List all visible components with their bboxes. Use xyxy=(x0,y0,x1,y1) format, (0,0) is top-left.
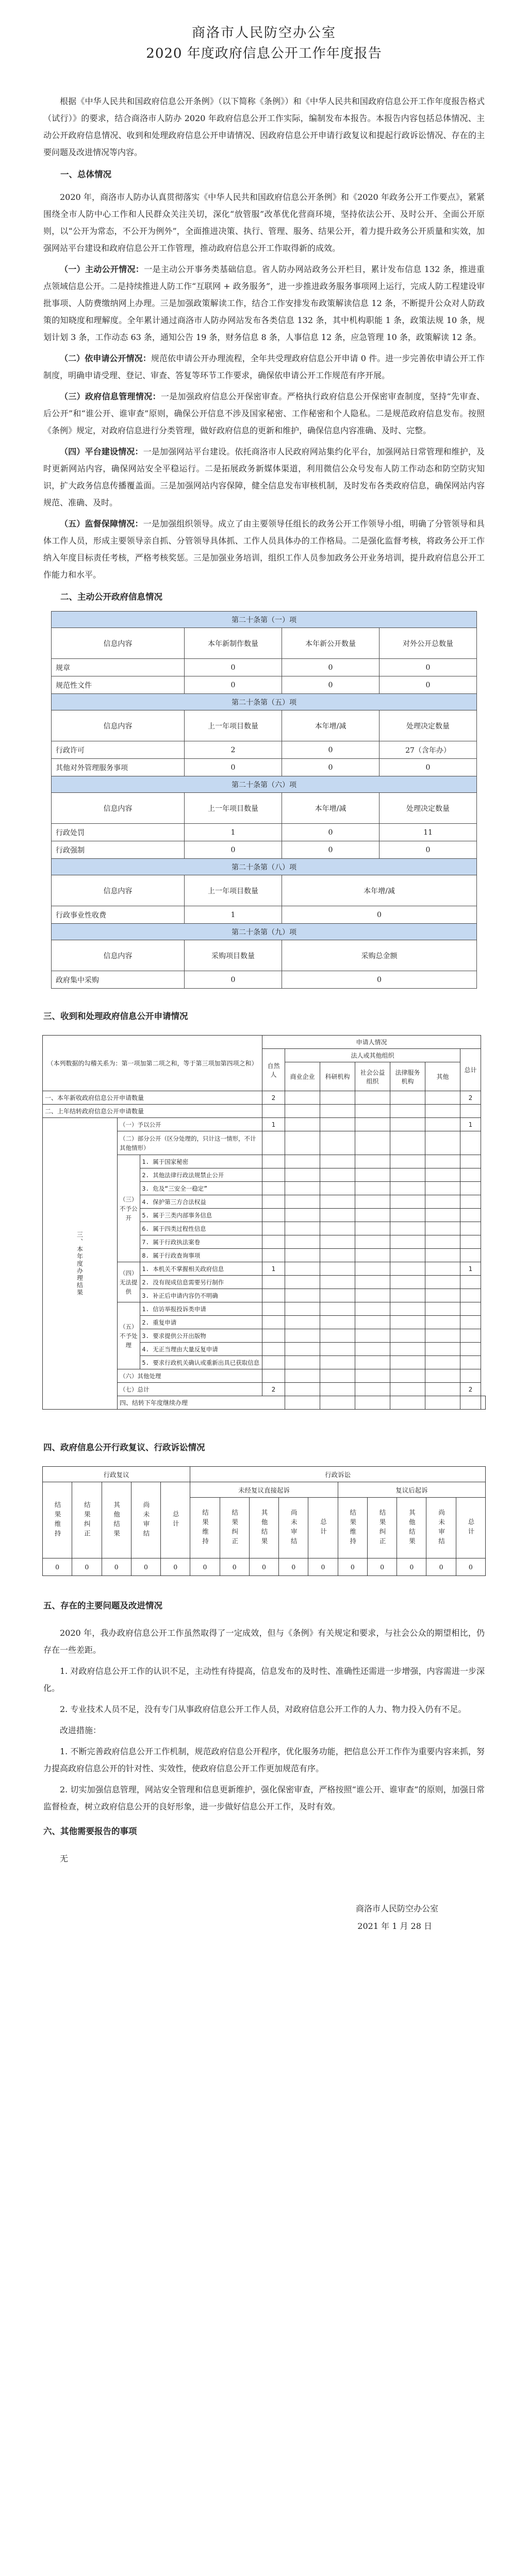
row-label: 2. 其他法律行政法规禁止公开 xyxy=(140,1168,262,1182)
column-header: 尚未审结 xyxy=(131,1482,160,1558)
table-cell: 0 xyxy=(426,1558,456,1576)
column-header: 本年增/减 xyxy=(282,793,380,824)
table-band: 第二十条第（六）项 xyxy=(52,776,477,793)
problem-item: 2. 专业技术人员不足，没有专门从事政府信息公开工作人员，对政府信息公开工作的人力、物力投入仍有不足。 xyxy=(60,1704,467,1714)
column-header: 总计 xyxy=(456,1498,485,1558)
table-cell: 0 xyxy=(379,676,476,694)
table-band: 第二十条第（九）项 xyxy=(52,924,477,940)
table-cell: 1 xyxy=(460,1262,481,1276)
table-cell: 1 xyxy=(185,824,282,841)
column-header: 结果维持 xyxy=(338,1498,367,1558)
active-disclosure-tables xyxy=(51,611,477,989)
table-cell: 2 xyxy=(262,1383,285,1396)
table-cell: 27（含年办） xyxy=(379,741,476,759)
improvement-label: 改进措施： xyxy=(60,1725,102,1735)
table-cell: 0 xyxy=(131,1558,160,1576)
row-label: 行政强制 xyxy=(52,841,185,859)
row-label: 其他对外管理服务事项 xyxy=(52,759,185,776)
table-cell: 0 xyxy=(282,824,380,841)
row-label: （四）无法提供 xyxy=(118,1262,140,1302)
column-header: 总计 xyxy=(308,1498,338,1558)
table-cell: 0 xyxy=(379,841,476,859)
column-header: 本年增/减 xyxy=(282,710,380,741)
table-cell: 0 xyxy=(338,1558,367,1576)
signature-block xyxy=(40,1900,438,1935)
column-header: 本年增/减 xyxy=(282,875,477,906)
table-cell: 0 xyxy=(161,1558,190,1576)
column-header: 尚未审结 xyxy=(426,1498,456,1558)
column-header: 科研机构 xyxy=(320,1062,355,1091)
row-label: 4. 保护第三方合法权益 xyxy=(140,1195,262,1209)
info-management-lead: （三）政府信息管理情况： xyxy=(60,392,161,401)
active-disclosure-lead: （一）主动公开情况： xyxy=(60,264,144,274)
table-cell: 0 xyxy=(308,1558,338,1576)
column-header: 采购项目数量 xyxy=(185,940,282,971)
signature-date: 2021 年 1 月 28 日 xyxy=(357,1921,432,1931)
table-cell: 0 xyxy=(185,676,282,694)
table-cell: 1 xyxy=(185,906,282,924)
row-label: 二、上年结转政府信息公开申请数量 xyxy=(43,1105,262,1118)
table-cell: 0 xyxy=(379,759,476,776)
column-header: 尚未审结 xyxy=(279,1498,308,1558)
review-litigation-table xyxy=(42,1466,486,1576)
group-header-review: 行政复议 xyxy=(43,1467,190,1482)
table-cell: 0 xyxy=(220,1558,249,1576)
row-label: 1. 信访举报投诉类申请 xyxy=(140,1302,262,1316)
section-5-heading: 五、存在的主要问题及改进情况 xyxy=(43,1601,162,1611)
row-label: 2. 没有现成信息需要另行制作 xyxy=(140,1276,262,1289)
other-matters-text: 无 xyxy=(60,1854,69,1863)
row-label: 6. 属于四类过程性信息 xyxy=(140,1222,262,1235)
subgroup-header: 复议后起诉 xyxy=(338,1482,485,1498)
row-label: 一、本年新收政府信息公开申请数量 xyxy=(43,1091,262,1105)
row-label: 规章 xyxy=(52,659,185,676)
row-label: 5. 属于三类内部事务信息 xyxy=(140,1209,262,1222)
column-header: 信息内容 xyxy=(52,875,185,906)
column-header: 上一年项目数量 xyxy=(185,710,282,741)
column-header: 结果纠正 xyxy=(220,1498,249,1558)
table-cell: 0 xyxy=(456,1558,485,1576)
column-header: 其他结果 xyxy=(249,1498,278,1558)
column-header: 结果纠正 xyxy=(367,1498,397,1558)
on-request-paragraph xyxy=(43,350,485,384)
column-header: 其他结果 xyxy=(397,1498,426,1558)
row-label: 行政处罚 xyxy=(52,824,185,841)
table-cell: 0 xyxy=(185,971,282,989)
row-label: 1. 属于国家秘密 xyxy=(140,1155,262,1168)
row-label: 3. 要求提供公开出版物 xyxy=(140,1329,262,1343)
column-header: 结果纠正 xyxy=(72,1482,102,1558)
column-header-natural-person: 自然人 xyxy=(262,1049,285,1091)
application-processing-table xyxy=(42,1035,486,1410)
table-cell: 0 xyxy=(282,676,380,694)
table-corner-note: （本列数据的勾稽关系为：第一项加第二项之和，等于第三项加第四项之和） xyxy=(43,1036,262,1091)
doc-subtitle: 2020 年度政府信息公开工作年度报告 xyxy=(146,46,382,61)
column-header: 信息内容 xyxy=(52,710,185,741)
row-label: （六）其他处理 xyxy=(118,1369,262,1383)
supervision-paragraph xyxy=(43,515,485,583)
problems-paragraph: 2020 年，我办政府信息公开工作虽然取得了一定成效，但与《条例》有关规定和要求，与社会公众的期望相比，仍存在一些差距。 xyxy=(43,1628,485,1655)
platform-lead: （四）平台建设情况： xyxy=(60,447,143,456)
table-cell: 2 xyxy=(185,741,282,759)
column-header: 其他 xyxy=(425,1062,460,1091)
row-label: （一）予以公开 xyxy=(118,1118,262,1131)
column-header: 法律服务机构 xyxy=(390,1062,425,1091)
table-cell: 0 xyxy=(367,1558,397,1576)
table-cell: 0 xyxy=(249,1558,278,1576)
section-6-heading: 六、其他需要报告的事项 xyxy=(43,1826,137,1836)
active-disclosure-text: 一是主动公开事务类基础信息。省人防办网站政务公开栏目，累计发布信息 132 条，推进重点领域信息公开。二是持续推进人防工作“互联网 + 政务服务”，进一步推进政务服务事项网上运行，完成人防工程建设审批事项、人防费缴纳网上办理。三是加强政策解读工作，结合工作安排发布政策解读信息 12 条，不断提升公众对人防政策的知晓度和理解度。全年累计通过商洛市人防办网站发布各类信息 132 条，其中机构职能 1 条，政策法规 10 条，规划计划 3 条，工作动态 63 条，通知公告 19 条，财务信息 8 条，人事信息 12 条，应急管理 10 条，政策解读 12 条。 xyxy=(43,264,485,342)
table-cell: 11 xyxy=(379,824,476,841)
column-header: 商业企业 xyxy=(285,1062,320,1091)
table-cell: 0 xyxy=(279,1558,308,1576)
row-label: 规范性文件 xyxy=(52,676,185,694)
column-header: 结果维持 xyxy=(190,1498,220,1558)
row-label: 7. 属于行政执法案卷 xyxy=(140,1235,262,1249)
active-disclosure-paragraph xyxy=(43,261,485,346)
table-cell: 0 xyxy=(397,1558,426,1576)
row-label: 3. 危及“三安全一稳定” xyxy=(140,1182,262,1195)
row-label: 行政许可 xyxy=(52,741,185,759)
table-cell: 2 xyxy=(262,1091,285,1105)
info-management-paragraph xyxy=(43,388,485,439)
table-cell: 1 xyxy=(262,1118,285,1131)
table-cell: 0 xyxy=(282,759,380,776)
column-header: 信息内容 xyxy=(52,940,185,971)
table-cell: 0 xyxy=(185,659,282,676)
group-header-litigation: 行政诉讼 xyxy=(190,1467,486,1482)
row-label: （七）总计 xyxy=(118,1383,262,1396)
table-cell: 2 xyxy=(460,1091,481,1105)
on-request-text: 规范依申请公开办理流程，全年共受理政府信息公开申请 0 件。进一步完善依申请公开工作制度，明确申请受理、登记、审查、答复等环节工作要求，确保依申请公开工作规范有序开展。 xyxy=(43,353,485,380)
signature-org: 商洛市人民防空办公室 xyxy=(355,1904,438,1913)
table-cell: 0 xyxy=(282,659,380,676)
table-cell: 0 xyxy=(282,841,380,859)
table-cell: 0 xyxy=(282,741,380,759)
intro-paragraph: 根据《中华人民共和国政府信息公开条例》（以下简称《条例》）和《中华人民共和国政府信息公开工作年度报告格式（试行）》的要求，结合商洛市人防办 2020 年政府信息公开工作实际，编制发布本报告。本报告内容包括总体情况、主动公开政府信息情况、收到和处理政府信息公开申请情况、因政府信息公开申请行政复议和提起行政诉讼情况、存在的主要问题及改进情况等内容。 xyxy=(43,96,485,157)
column-header: 采购总金额 xyxy=(282,940,477,971)
supervision-lead: （五）监督保障情况： xyxy=(60,519,143,529)
table-band: 第二十条第（一）项 xyxy=(52,612,477,628)
applicant-header: 申请人情况 xyxy=(262,1036,481,1049)
table-cell: 0 xyxy=(43,1558,72,1576)
table-band: 第二十条第（五）项 xyxy=(52,694,477,710)
column-header: 信息内容 xyxy=(52,793,185,824)
table-cell: 0 xyxy=(379,659,476,676)
row-label: 政府集中采购 xyxy=(52,971,185,989)
column-header: 结果维持 xyxy=(43,1482,72,1558)
improvement-item: 2. 切实加强信息管理，网站安全管理和信息更新维护，强化保密审查，严格按照“谁公开、谁审查”的原则，加强日常监督检查，树立政府信息公开的良好形象，进一步做好信息公开工作，及时有效。 xyxy=(43,1785,485,1811)
table-cell: 0 xyxy=(185,841,282,859)
column-header: 总计 xyxy=(161,1482,190,1558)
column-header: 本年新公开数量 xyxy=(282,628,380,659)
table-cell: 0 xyxy=(282,906,477,924)
table-cell: 0 xyxy=(282,971,477,989)
table-cell: 0 xyxy=(185,759,282,776)
platform-paragraph xyxy=(43,443,485,511)
doc-title: 商洛市人民防空办公室 xyxy=(191,25,336,41)
table-cell: 1 xyxy=(262,1262,285,1276)
row-label: 4. 无正当理由大量反复申请 xyxy=(140,1343,262,1356)
table-article-20-1 xyxy=(51,611,477,989)
row-label: 5. 要求行政机关确认或重新出具已获取信息 xyxy=(140,1356,262,1369)
column-header: 信息内容 xyxy=(52,628,185,659)
table-cell: 1 xyxy=(460,1118,481,1131)
supervision-text: 一是加强组织领导。成立了由主要领导任组长的政务公开工作领导小组，明确了分管领导和具体工作人员，形成主要领导亲自抓、分管领导具体抓、工作人员具体办的工作格局。二是强化监督考核，将政务公开工作纳入年度目标责任考核，严格考核奖惩。三是加强业务培训，组织工作人员参加政务公开业务培训，提升政府信息公开工作能力和水平。 xyxy=(43,519,485,580)
row-label: 四、结转下年度继续办理 xyxy=(118,1396,285,1410)
column-header: 其他结果 xyxy=(102,1482,131,1558)
column-header: 处理决定数量 xyxy=(379,793,476,824)
section-4-heading: 四、政府信息公开行政复议、行政诉讼情况 xyxy=(43,1443,205,1452)
row-label: （二）部分公开（区分处理的，只计这一情形，不计其他情形） xyxy=(118,1131,262,1155)
column-header: 社会公益组织 xyxy=(355,1062,390,1091)
legal-person-header: 法人或其他组织 xyxy=(285,1049,460,1062)
platform-text: 一是加强网站平台建设。依托商洛市人民政府网站集约化平台，加强网站日常管理和维护，及时更新网站内容，确保网站安全平稳运行。二是拓展政务新媒体渠道，利用微信公众号发布人防工作动态和防空防灾知识，扩大政务信息传播覆盖面。三是加强网站内容保障，健全信息发布审核机制，及时发布各类政府信息，确保网站内容规范、准确、及时。 xyxy=(43,447,485,507)
row-label: 2. 重复申请 xyxy=(140,1316,262,1329)
subgroup-header: 未经复议直接起诉 xyxy=(190,1482,338,1498)
row-label: （三）不予公开 xyxy=(118,1155,140,1262)
column-header: 对外公开总数量 xyxy=(379,628,476,659)
improvement-item: 1. 不断完善政府信息公开工作机制，规范政府信息公开程序，优化服务功能，把信息公开工作作为重要内容来抓，努力提高政府信息公开的针对性、实效性，使政府信息公开工作更加规范有序。 xyxy=(43,1747,485,1773)
column-header: 本年新制作数量 xyxy=(185,628,282,659)
row-label: 3. 补正后申请内容仍不明确 xyxy=(140,1289,262,1302)
table-cell: 0 xyxy=(190,1558,220,1576)
column-header: 上一年项目数量 xyxy=(185,875,282,906)
row-label: 行政事业性收费 xyxy=(52,906,185,924)
on-request-lead: （二）依申请公开情况： xyxy=(60,353,151,363)
table-cell: 2 xyxy=(460,1383,481,1396)
section-2-heading: 二、主动公开政府信息情况 xyxy=(60,592,162,602)
row-label: 8. 属于行政查询事项 xyxy=(140,1249,262,1262)
problem-item: 1. 对政府信息公开工作的认识不足，主动性有待提高，信息发布的及时性、准确性还需进一步增强，内容需进一步深化。 xyxy=(43,1666,485,1693)
table-cell: 0 xyxy=(102,1558,131,1576)
table-cell: 0 xyxy=(72,1558,102,1576)
row-label: （五）不予处理 xyxy=(118,1302,140,1369)
section-3-heading: 三、收到和处理政府信息公开申请情况 xyxy=(43,1011,188,1021)
row-label-vertical: 三、本年度办理结果 xyxy=(43,1118,118,1410)
section-1-heading: 一、总体情况 xyxy=(60,170,111,179)
overview-paragraph: 2020 年，商洛市人防办认真贯彻落实《中华人民共和国政府信息公开条例》和《2020 年政务公开工作要点》，紧紧围绕全市人防中心工作和人民群众关注关切，深化“放管服”改革优化营商环境，坚持依法公开、及时公开、全面公开原则，以“公开为常态，不公开为例外”，全面推进决策、执行、管理、服务、结果公开，着力提升政务公开质量和实效，加强网站平台建设和政府信息公开工作管理，推动政府信息公开工作取得新的成效。 xyxy=(43,192,485,253)
column-header: 处理决定数量 xyxy=(379,710,476,741)
info-management-text: 一是加强政府信息公开保密审查。严格执行政府信息公开保密审查制度，坚持“先审查、后公开”和“谁公开、谁审查”原则，确保公开信息不涉及国家秘密、工作秘密和个人隐私。二是规范政府信息发布。按照《条例》规定，对政府信息进行分类管理，做好政府信息的更新和维护，确保信息内容准确、及时、完整。 xyxy=(43,392,485,435)
column-header: 上一年项目数量 xyxy=(185,793,282,824)
column-header-total: 总计 xyxy=(460,1049,481,1091)
row-label: 1. 本机关不掌握相关政府信息 xyxy=(140,1262,262,1276)
table-band: 第二十条第（八）项 xyxy=(52,859,477,875)
